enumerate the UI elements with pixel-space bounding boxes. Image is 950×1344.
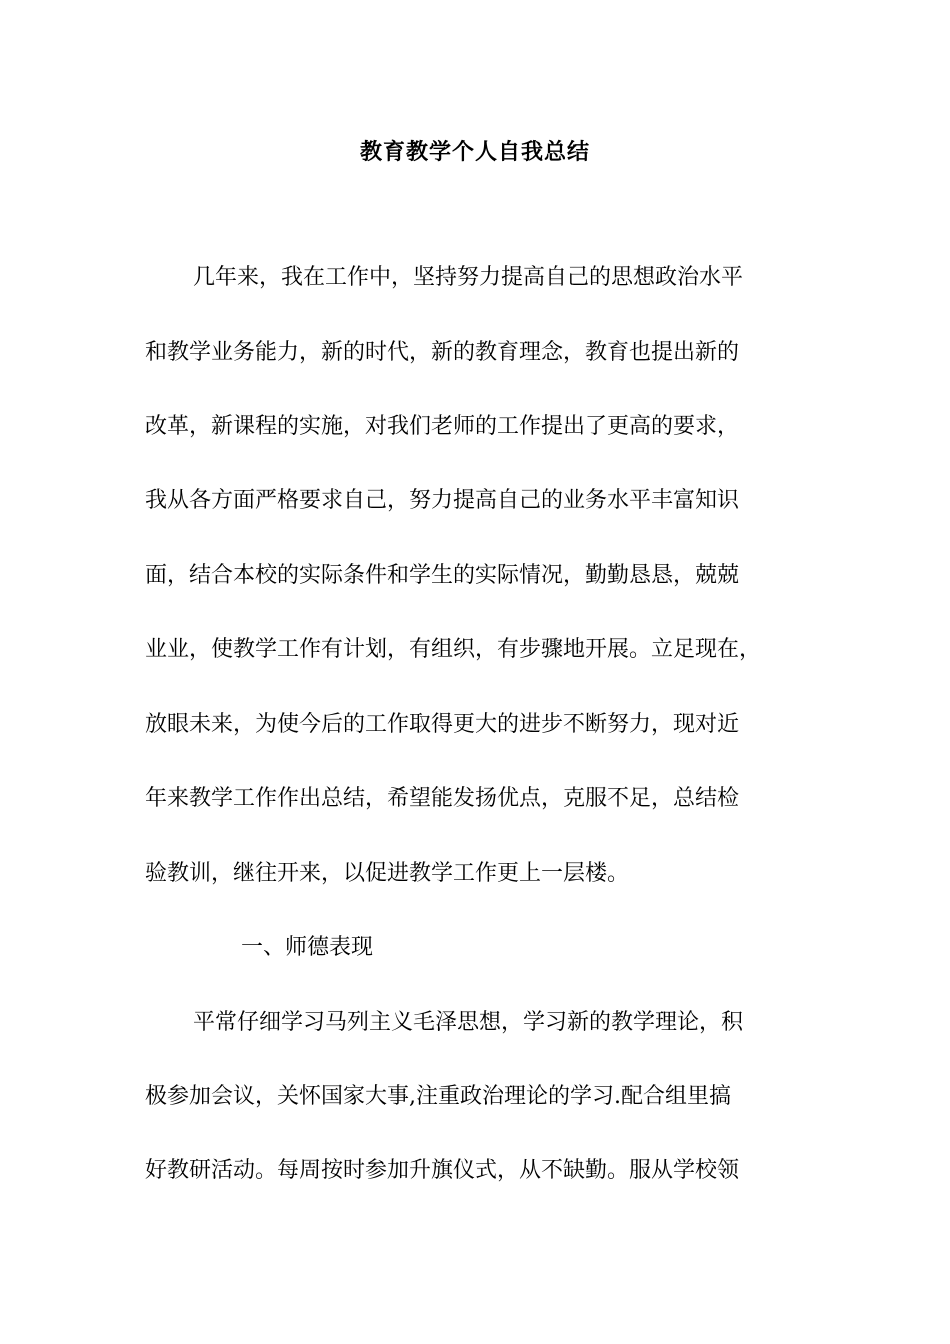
paragraph-line: 放眼未来，为使今后的工作取得更大的进步不断努力，现对近	[145, 712, 740, 737]
paragraph-line: 改革，新课程的实施，对我们老师的工作提出了更高的要求，	[145, 414, 740, 439]
paragraph-line: 平常仔细学习马列主义毛泽思想，学习新的教学理论，积	[193, 1010, 744, 1035]
paragraph-line: 和教学业务能力，新的时代，新的教育理念，教育也提出新的	[145, 340, 740, 365]
paragraph-line: 验教训，继往开来，以促进教学工作更上一层楼。	[145, 861, 630, 886]
paragraph-line: 好教研活动。每周按时参加升旗仪式，从不缺勤。服从学校领	[145, 1158, 740, 1183]
paragraph-line: 面，结合本校的实际条件和学生的实际情况，勤勤恳恳，兢兢	[145, 563, 740, 588]
paragraph-line: 我从各方面严格要求自己，努力提高自己的业务水平丰富知识	[145, 488, 740, 513]
document-title: 教育教学个人自我总结	[359, 139, 590, 165]
paragraph-line: 极参加会议，关怀国家大事,注重政治理论的学习.配合组里搞	[145, 1084, 731, 1109]
paragraph-line: 年来教学工作作出总结，希望能发扬优点，克服不足，总结检	[145, 786, 740, 811]
paragraph-line: 业业，使教学工作有计划，有组织，有步骤地开展。立足现在，	[145, 637, 762, 662]
paragraph-line: 几年来，我在工作中，坚持努力提高自己的思想政治水平	[193, 265, 744, 290]
section-heading: 一、师德表现	[241, 935, 374, 960]
